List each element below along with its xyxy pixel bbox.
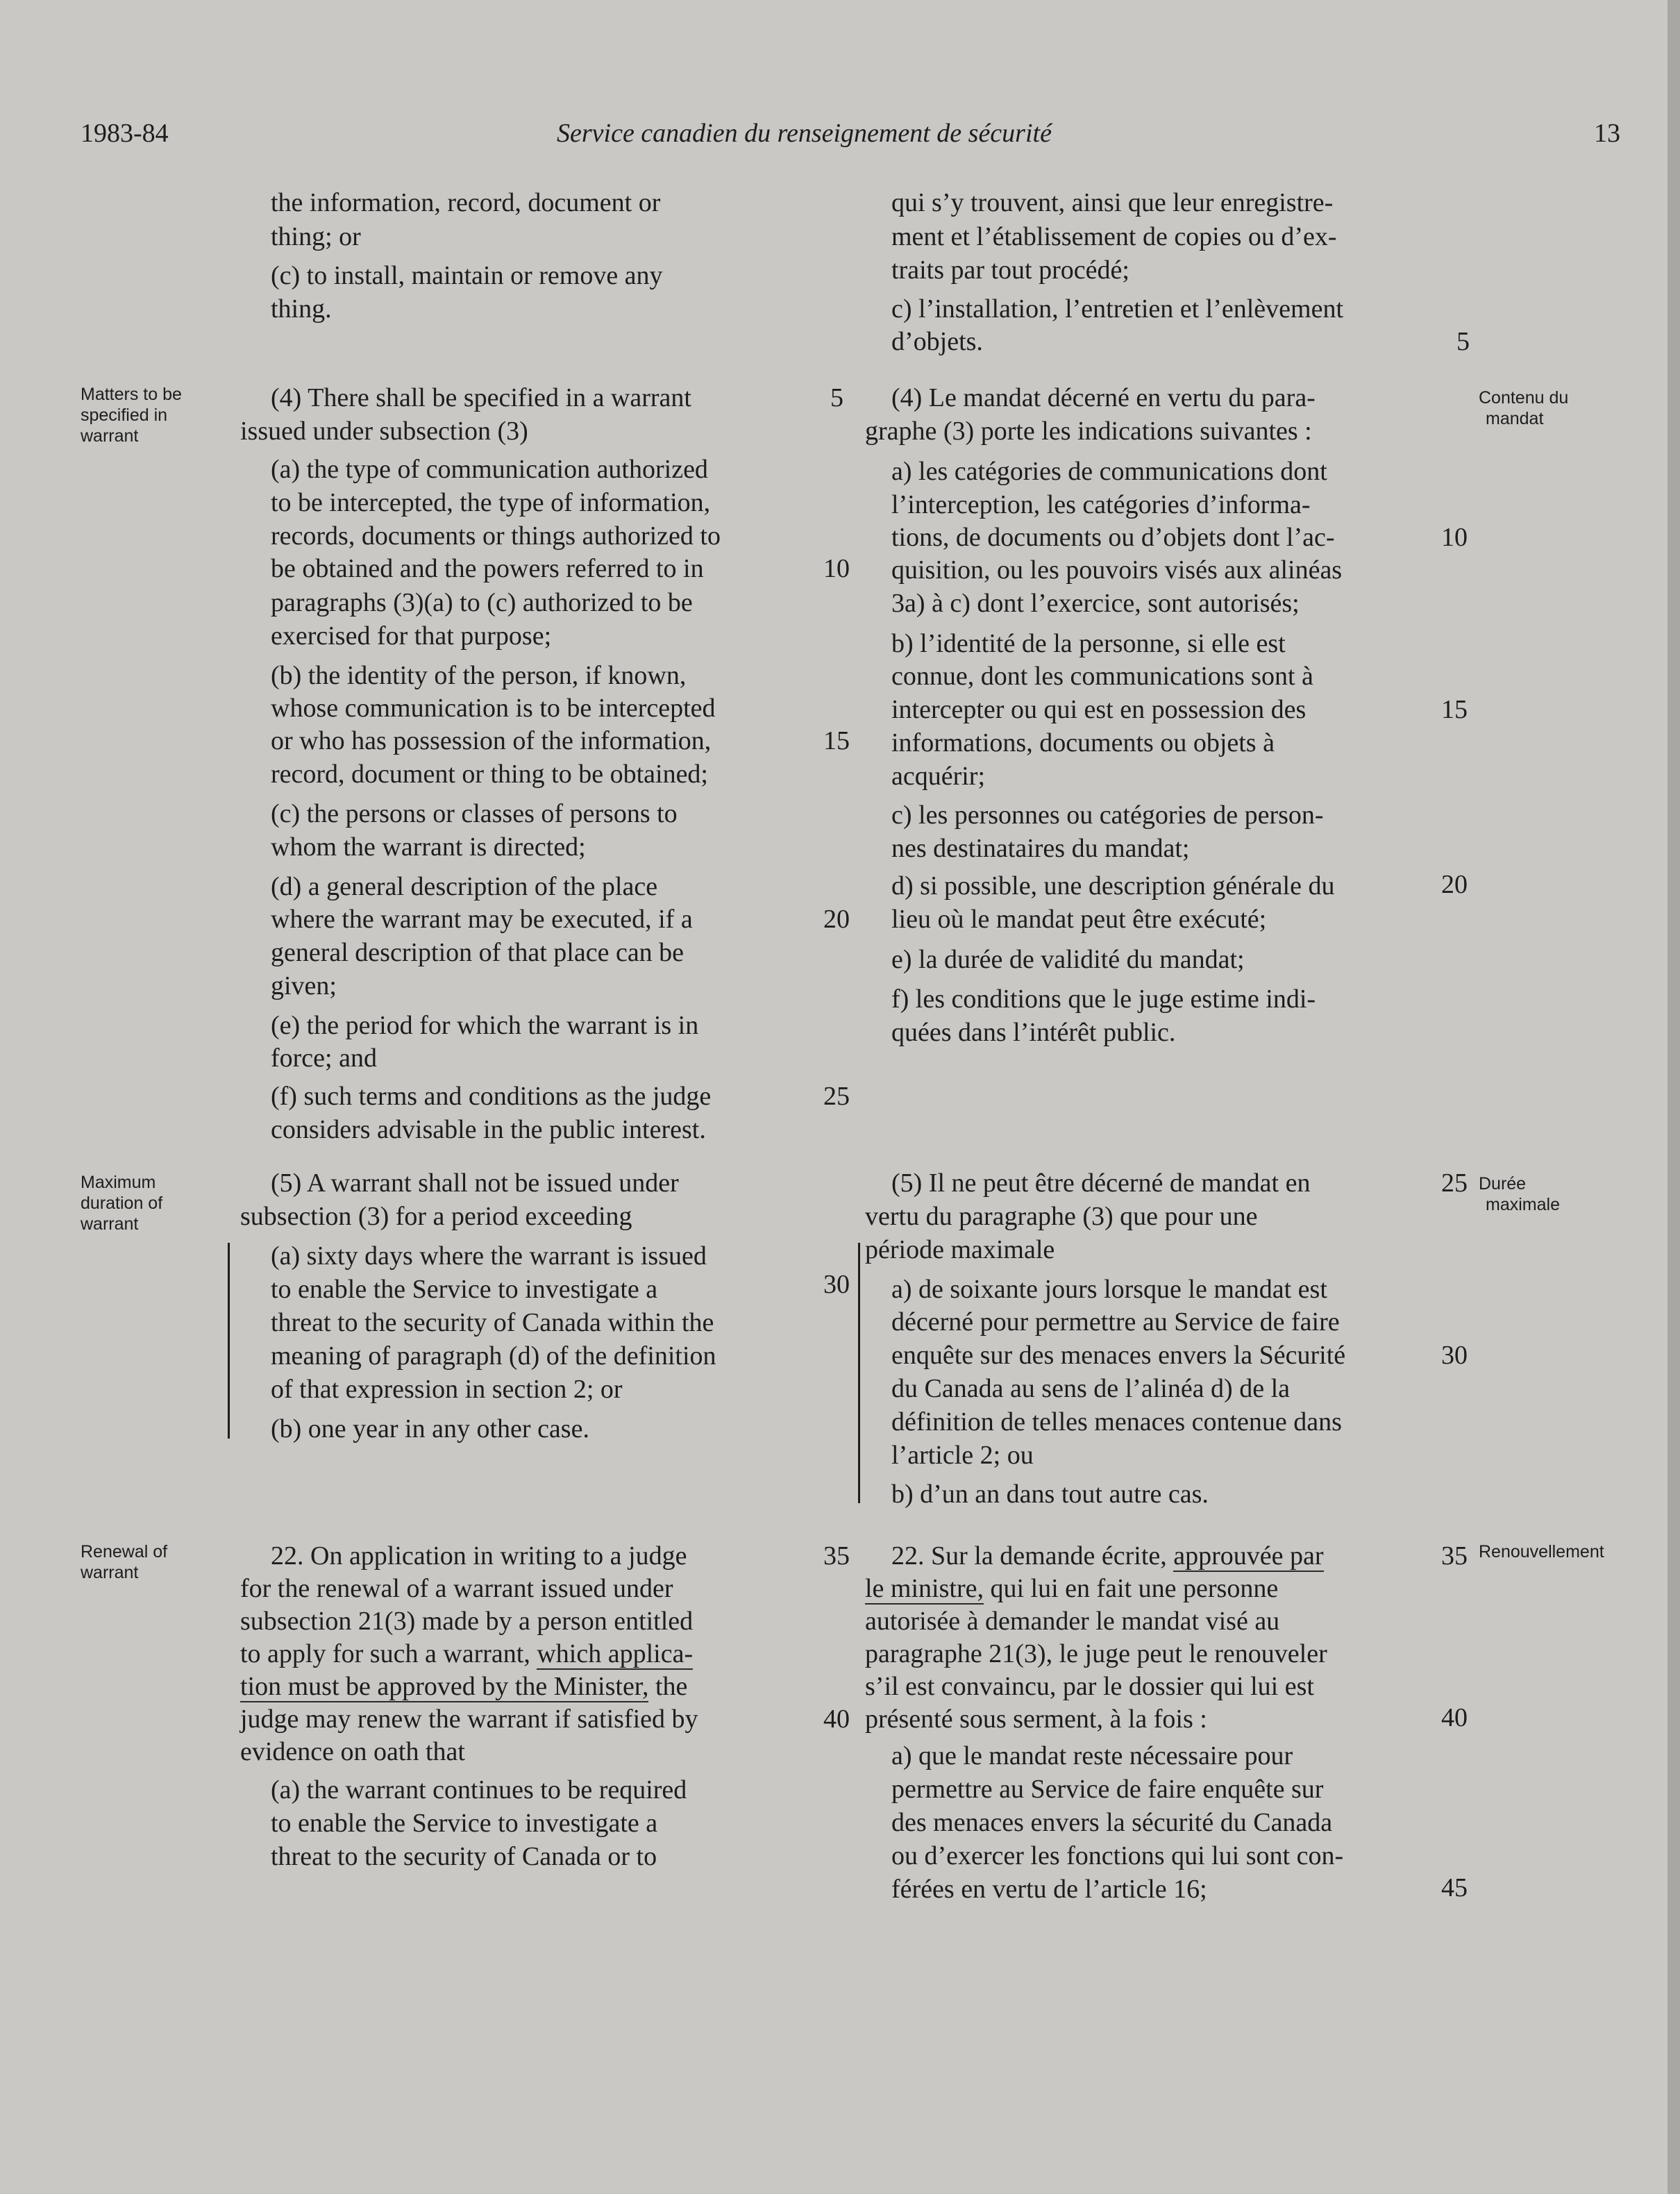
english-line: tion must be approved by the Minister, the (240, 1672, 688, 1701)
english-line: to enable the Service to investigate a (271, 1275, 658, 1304)
french-line: graphe (3) porte les indications suivantes : (865, 417, 1312, 446)
english-line: (a) the warrant continues to be required (271, 1775, 687, 1804)
french-line: a) les catégories de communications dont (891, 457, 1327, 486)
english-line: (c) the persons or classes of persons to (271, 799, 678, 828)
english-line: threat to the security of Canada or to (271, 1842, 657, 1871)
french-line: traits par tout procédé; (891, 256, 1129, 285)
english-line: exercised for that purpose; (271, 621, 552, 651)
english-line: where the warrant may be executed, if a (271, 905, 693, 934)
english-line: threat to the security of Canada within the (271, 1308, 714, 1337)
en-line-number: 5 (830, 383, 843, 412)
fr-line-number: 45 (1441, 1873, 1468, 1902)
margin-note-contenu-mandat: Contenu du mandat (1479, 388, 1569, 428)
english-line: (e) the period for which the warrant is in (271, 1011, 699, 1040)
french-line: d) si possible, une description générale du (891, 871, 1335, 901)
margin-note-duree-maximale: Durée maximale (1479, 1174, 1560, 1214)
french-line: l’interception, les catégories d’informa- (891, 490, 1311, 519)
french-line: 3a) à c) dont l’exercice, sont autorisés; (891, 589, 1300, 618)
french-line: intercepter ou qui est en possession des (891, 695, 1307, 724)
en-line-number: 15 (823, 726, 850, 755)
french-line: (5) Il ne peut être décerné de mandat en (891, 1169, 1311, 1198)
french-line: f) les conditions que le juge estime indi- (891, 985, 1316, 1014)
french-line: ment et l’établissement de copies ou d’ex- (891, 222, 1337, 251)
french-line: quées dans l’intérêt public. (891, 1018, 1176, 1047)
english-line: judge may renew the warrant if satisfied by (240, 1705, 698, 1734)
french-line: informations, documents ou objets à (891, 728, 1275, 757)
english-line: to enable the Service to investigate a (271, 1809, 658, 1838)
english-line: general description of that place can be (271, 938, 684, 967)
french-line: autorisée à demander le mandat visé au (865, 1607, 1280, 1636)
french-line: période maximale (865, 1235, 1055, 1264)
english-line: given; (271, 971, 337, 1000)
en-line-number: 20 (823, 905, 850, 934)
english-line: subsection (3) for a period exceeding (240, 1202, 632, 1231)
fr-line-number: 10 (1441, 523, 1468, 552)
french-line: c) les personnes ou catégories de person- (891, 801, 1324, 830)
french-line: e) la durée de validité du mandat; (891, 945, 1245, 974)
french-line: vertu du paragraphe (3) que pour une (865, 1202, 1258, 1231)
english-line: thing. (271, 294, 332, 324)
english-line: (c) to install, maintain or remove any (271, 261, 663, 290)
french-line: acquérir; (891, 762, 986, 791)
change-bar (858, 1243, 860, 1503)
page-edge (1668, 0, 1680, 2194)
french-line: l’article 2; ou (891, 1441, 1034, 1470)
english-line: issued under subsection (3) (240, 417, 528, 446)
header-year: 1983-84 (81, 119, 169, 148)
english-line: whose communication is to be intercepted (271, 694, 716, 723)
english-line: the information, record, document or (271, 188, 661, 217)
english-line: be obtained and the powers referred to in (271, 554, 704, 583)
english-line: record, document or thing to be obtained; (271, 760, 708, 789)
english-line: (f) such terms and conditions as the judge (271, 1082, 712, 1111)
english-line: (a) the type of communication authorized (271, 455, 708, 484)
margin-note-maximum-duration: Maximum duration of warrant (81, 1173, 163, 1234)
en-line-number: 30 (823, 1270, 850, 1299)
english-line: (4) There shall be specified in a warrant (271, 383, 691, 412)
french-line: a) de soixante jours lorsque le mandat est (891, 1275, 1327, 1304)
french-line: 22. Sur la demande écrite, approuvée par (891, 1541, 1324, 1571)
english-line: force; and (271, 1044, 377, 1073)
english-line: considers advisable in the public interest. (271, 1115, 706, 1144)
english-line: records, documents or things authorized to (271, 521, 721, 551)
french-line: présenté sous serment, à la fois : (865, 1705, 1207, 1734)
fr-line-number: 15 (1441, 695, 1468, 724)
french-line: qui s’y trouvent, ainsi que leur enregistre- (891, 188, 1334, 217)
french-line: du Canada au sens de l’alinéa d) de la (891, 1374, 1290, 1403)
english-line: paragraphs (3)(a) to (c) authorized to be (271, 588, 693, 617)
en-line-number: 25 (823, 1082, 850, 1111)
english-line: whom the warrant is directed; (271, 832, 586, 862)
english-line: evidence on oath that (240, 1737, 465, 1766)
french-line: b) d’un an dans tout autre cas. (891, 1480, 1209, 1509)
french-line: décerné pour permettre au Service de faire (891, 1307, 1340, 1337)
english-line: thing; or (271, 222, 361, 251)
margin-note-matters-specified: Matters to be specified in warrant (81, 385, 182, 446)
french-line: paragraphe 21(3), le juge peut le renouveler (865, 1639, 1327, 1668)
margin-note-renouvellement: Renouvellement (1479, 1542, 1604, 1561)
french-line: nes destinataires du mandat; (891, 834, 1190, 863)
french-line: b) l’identité de la personne, si elle est (891, 629, 1286, 658)
french-line: férées en vertu de l’article 16; (891, 1875, 1207, 1904)
english-line: of that expression in section 2; or (271, 1375, 623, 1404)
english-line: (a) sixty days where the warrant is issued (271, 1241, 707, 1271)
french-line: lieu où le mandat peut être exécuté; (891, 905, 1267, 934)
french-line: des menaces envers la sécurité du Canada (891, 1808, 1333, 1837)
en-line-number: 35 (823, 1541, 850, 1571)
fr-line-number: 35 (1441, 1541, 1468, 1571)
en-line-number: 40 (823, 1705, 850, 1734)
english-line: (d) a general description of the place (271, 872, 658, 901)
amendment-underline: le ministre, (865, 1574, 984, 1603)
en-line-number: 10 (823, 554, 850, 583)
margin-note-renewal: Renewal of warrant (81, 1542, 168, 1582)
fr-line-number: 40 (1441, 1703, 1468, 1732)
english-line: or who has possession of the information, (271, 726, 712, 755)
french-line: ou d’exercer les fonctions qui lui sont con- (891, 1841, 1344, 1870)
fr-line-number: 5 (1456, 327, 1470, 356)
french-line: définition de telles menaces contenue dans (891, 1407, 1342, 1437)
french-line: (4) Le mandat décerné en vertu du para- (891, 383, 1316, 412)
amendment-underline: which applica- (537, 1639, 694, 1668)
french-line: d’objets. (891, 327, 983, 356)
english-line: to be intercepted, the type of information, (271, 488, 711, 517)
change-bar (228, 1243, 230, 1439)
french-line: le ministre, qui lui en fait une personne (865, 1574, 1279, 1603)
french-line: a) que le mandat reste nécessaire pour (891, 1741, 1293, 1770)
french-line: permettre au Service de faire enquête sur (891, 1775, 1324, 1804)
french-line: quisition, ou les pouvoirs visés aux alinéas (891, 555, 1343, 585)
english-line: (5) A warrant shall not be issued under (271, 1169, 679, 1198)
english-line: (b) the identity of the person, if known, (271, 661, 687, 690)
french-line: connue, dont les communications sont à (891, 662, 1313, 691)
english-line: subsection 21(3) made by a person entitled (240, 1607, 694, 1636)
english-line: for the renewal of a warrant issued under (240, 1574, 673, 1603)
french-line: enquête sur des menaces envers la Sécurité (891, 1341, 1346, 1370)
english-line: to apply for such a warrant, which applica- (240, 1639, 694, 1668)
french-line: s’il est convaincu, par le dossier qui lui est (865, 1672, 1314, 1701)
fr-line-number: 20 (1441, 870, 1468, 899)
page-number: 13 (1594, 119, 1620, 148)
amendment-underline: tion must be approved by the Minister, (240, 1672, 649, 1701)
fr-line-number: 30 (1441, 1341, 1468, 1370)
english-line: (b) one year in any other case. (271, 1414, 589, 1443)
french-line: c) l’installation, l’entretien et l’enlèvement (891, 294, 1344, 324)
header-title: Service canadien du renseignement de sécurité (557, 119, 1052, 148)
amendment-underline: approuvée par (1173, 1541, 1324, 1571)
english-line: 22. On application in writing to a judge (271, 1541, 687, 1571)
english-line: meaning of paragraph (d) of the definition (271, 1341, 716, 1371)
french-line: tions, de documents ou d’objets dont l’ac- (891, 523, 1335, 552)
fr-line-number: 25 (1441, 1169, 1468, 1198)
